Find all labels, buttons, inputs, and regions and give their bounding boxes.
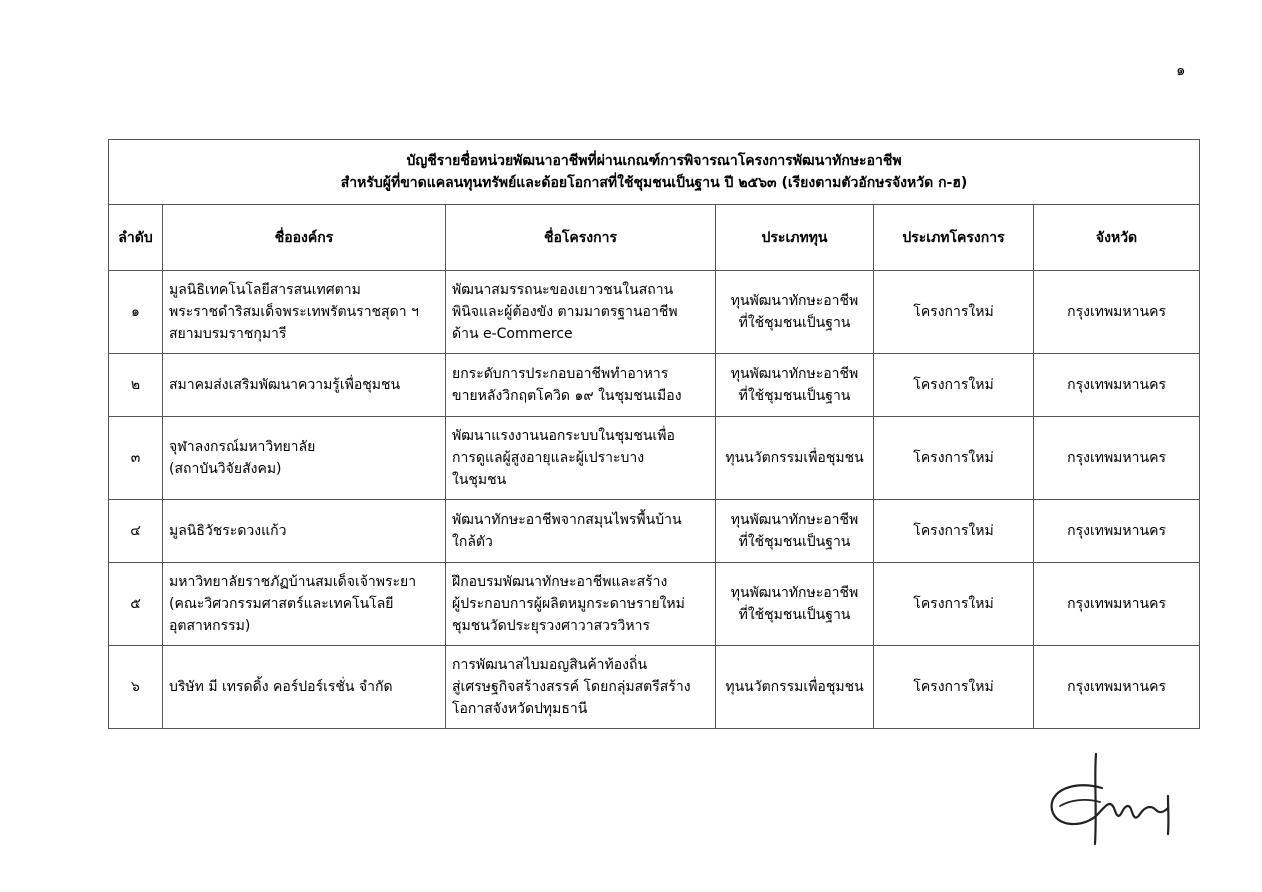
cell-org-line: สยามบรมราชกุมารี <box>169 326 287 342</box>
cell-order: ๑ <box>109 271 163 354</box>
cell-org <box>163 417 446 500</box>
table-title <box>109 140 1200 205</box>
table-row <box>109 354 1200 417</box>
table-title-row <box>109 140 1200 205</box>
cell-org-line: อุตสาหกรรม) <box>169 618 251 634</box>
header-project-type: ประเภทโครงการ <box>874 205 1034 271</box>
cell-org-line: (คณะวิศวกรรมศาสตร์และเทคโนโลยี <box>169 596 394 612</box>
cell-project <box>446 500 716 563</box>
cell-fund-type <box>716 563 874 646</box>
title-line-1: บัญชีรายชื่อหน่วยพัฒนาอาชีพที่ผ่านเกณฑ์การพิจารณาโครงการพัฒนาทักษะอาชีพ <box>406 153 902 169</box>
cell-org <box>163 646 446 729</box>
cell-fund-type <box>716 354 874 417</box>
cell-project-type: โครงการใหม่ <box>874 271 1034 354</box>
cell-province: กรุงเทพมหานคร <box>1034 417 1200 500</box>
cell-project-line: ผู้ประกอบการผู้ผลิตหมูกระดาษรายใหม่ <box>452 596 685 612</box>
table-row <box>109 563 1200 646</box>
page-number: ๑ <box>1176 61 1186 79</box>
cell-fund-line: ที่ใช้ชุมชนเป็นฐาน <box>738 534 851 550</box>
cell-project <box>446 646 716 729</box>
cell-province: กรุงเทพมหานคร <box>1034 271 1200 354</box>
cell-org <box>163 271 446 354</box>
cell-project-line: ขายหลังวิกฤตโควิด ๑๙ ในชุมชนเมือง <box>452 388 682 404</box>
cell-order: ๒ <box>109 354 163 417</box>
title-line-2: สำหรับผู้ที่ขาดแคลนทุนทรัพย์และด้อยโอกาสที่ใช้ชุมชนเป็นฐาน ปี ๒๕๖๓ (เรียงตามตัวอักษรจังหวัด ก-ฮ) <box>340 175 968 191</box>
table-row <box>109 417 1200 500</box>
cell-province: กรุงเทพมหานคร <box>1034 500 1200 563</box>
cell-project-line: ชุมชนวัดประยุรวงศาวาสวรวิหาร <box>452 618 650 634</box>
cell-fund-type <box>716 500 874 563</box>
cell-project-line: ฝึกอบรมพัฒนาทักษะอาชีพและสร้าง <box>452 574 668 590</box>
cell-order: ๔ <box>109 500 163 563</box>
cell-org-line: มูลนิธิเทคโนโลยีสารสนเทศตาม <box>169 282 361 298</box>
cell-fund-line: ทุนพัฒนาทักษะอาชีพ <box>730 512 859 528</box>
cell-project-type: โครงการใหม่ <box>874 563 1034 646</box>
cell-org <box>163 563 446 646</box>
header-fund-type: ประเภททุน <box>716 205 874 271</box>
cell-order: ๓ <box>109 417 163 500</box>
cell-org <box>163 500 446 563</box>
cell-project-line: ในชุมชน <box>452 472 507 488</box>
header-org: ชื่อองค์กร <box>163 205 446 271</box>
cell-project-line: สู่เศรษฐกิจสร้างสรรค์ โดยกลุ่มสตรีสร้าง <box>452 679 691 695</box>
cell-org-line: มูลนิธิวัชระดวงแก้ว <box>169 523 287 539</box>
cell-project <box>446 417 716 500</box>
cell-project-type: โครงการใหม่ <box>874 646 1034 729</box>
cell-fund-line: ที่ใช้ชุมชนเป็นฐาน <box>738 607 851 623</box>
header-province: จังหวัด <box>1034 205 1200 271</box>
cell-province: กรุงเทพมหานคร <box>1034 563 1200 646</box>
cell-org-line: (สถาบันวิจัยสังคม) <box>169 461 282 477</box>
cell-project-line: พินิจและผู้ต้องขัง ตามมาตรฐานอาชีพ <box>452 304 678 320</box>
cell-project-line: พัฒนาทักษะอาชีพจากสมุนไพรพื้นบ้าน <box>452 512 682 528</box>
cell-project-line: การดูแลผู้สูงอายุและผู้เปราะบาง <box>452 450 645 466</box>
cell-project-line: การพัฒนาสไบมอญสินค้าท้องถิ่น <box>452 657 648 673</box>
cell-project-type: โครงการใหม่ <box>874 500 1034 563</box>
cell-project <box>446 271 716 354</box>
header-order: ลำดับ <box>109 205 163 271</box>
cell-fund-line: ทุนนวัตกรรมเพื่อชุมชน <box>725 450 864 466</box>
cell-fund-line: ที่ใช้ชุมชนเป็นฐาน <box>738 388 851 404</box>
table-header-row <box>109 205 1200 271</box>
table-row <box>109 646 1200 729</box>
cell-fund-type <box>716 646 874 729</box>
cell-project <box>446 563 716 646</box>
cell-org-line: มหาวิทยาลัยราชภัฏบ้านสมเด็จเจ้าพระยา <box>169 574 417 590</box>
cell-project-line: ด้าน e-Commerce <box>452 326 573 342</box>
cell-fund-line: ทุนพัฒนาทักษะอาชีพ <box>730 293 859 309</box>
handwritten-signature <box>1040 748 1175 848</box>
cell-fund-line: ทุนพัฒนาทักษะอาชีพ <box>730 585 859 601</box>
cell-order: ๕ <box>109 563 163 646</box>
cell-order: ๖ <box>109 646 163 729</box>
cell-project <box>446 354 716 417</box>
cell-province: กรุงเทพมหานคร <box>1034 354 1200 417</box>
cell-fund-type <box>716 417 874 500</box>
cell-fund-line: ที่ใช้ชุมชนเป็นฐาน <box>738 315 851 331</box>
header-project: ชื่อโครงการ <box>446 205 716 271</box>
cell-fund-type <box>716 271 874 354</box>
cell-org-line: จุฬาลงกรณ์มหาวิทยาลัย <box>169 439 316 455</box>
cell-fund-line: ทุนนวัตกรรมเพื่อชุมชน <box>725 679 864 695</box>
cell-org-line: สมาคมส่งเสริมพัฒนาความรู้เพื่อชุมชน <box>169 377 401 393</box>
cell-project-type: โครงการใหม่ <box>874 354 1034 417</box>
cell-project-line: พัฒนาแรงงานนอกระบบในชุมชนเพื่อ <box>452 428 675 444</box>
cell-project-line: ยกระดับการประกอบอาชีพทำอาหาร <box>452 366 669 382</box>
cell-project-type: โครงการใหม่ <box>874 417 1034 500</box>
cell-province: กรุงเทพมหานคร <box>1034 646 1200 729</box>
table-row <box>109 500 1200 563</box>
cell-org <box>163 354 446 417</box>
cell-project-line: พัฒนาสมรรถนะของเยาวชนในสถาน <box>452 282 674 298</box>
cell-org-line: บริษัท มี เทรดดิ้ง คอร์ปอร์เรชั่น จำกัด <box>169 679 393 695</box>
cell-project-line: โอกาสจังหวัดปทุมธานี <box>452 701 588 717</box>
cell-fund-line: ทุนพัฒนาทักษะอาชีพ <box>730 366 859 382</box>
project-list-table <box>108 139 1200 729</box>
cell-project-line: ใกล้ตัว <box>452 534 493 550</box>
table-row <box>109 271 1200 354</box>
cell-org-line: พระราชดำริสมเด็จพระเทพรัตนราชสุดา ฯ <box>169 304 419 320</box>
